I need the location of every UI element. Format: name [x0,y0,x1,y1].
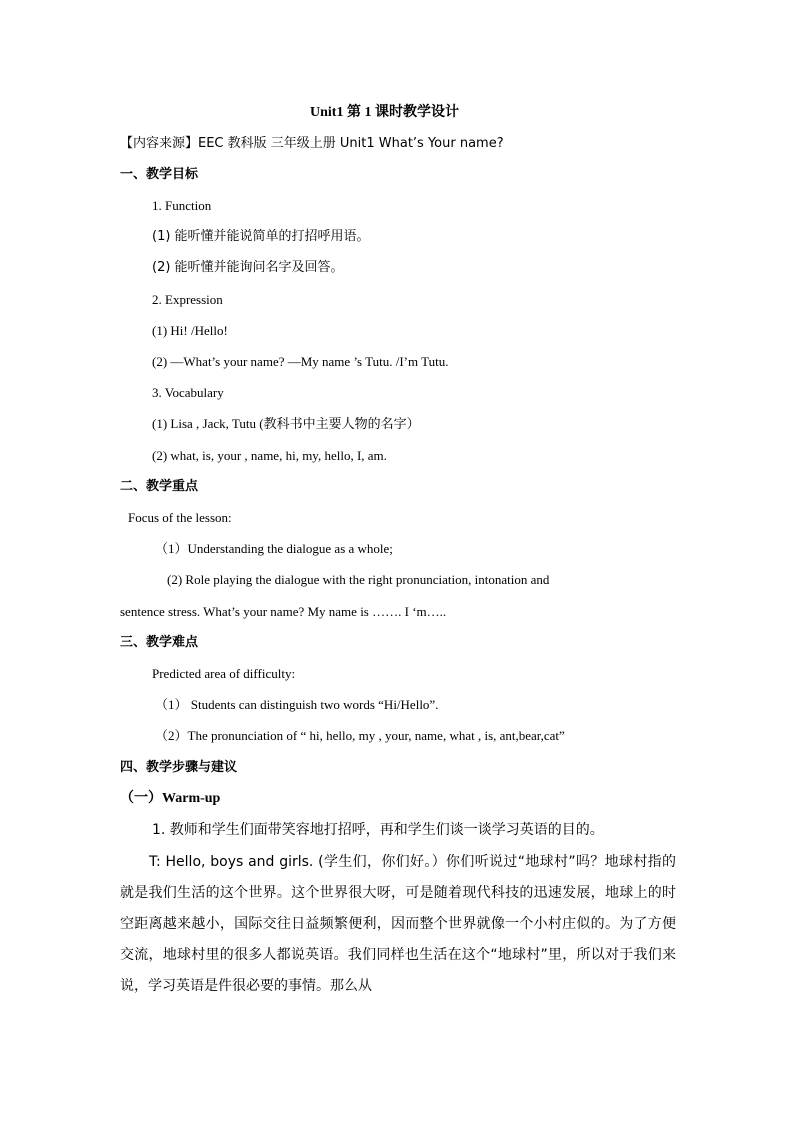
key-points-intro: Focus of the lesson: [128,510,232,525]
content-source: 【内容来源】EEC 教科版 三年级上册 Unit1 What’s Your name? [120,136,504,151]
expression-label: 2. Expression [152,292,223,307]
difficulty-1: （1） Students can distinguish two words “Hi/Hello”. [155,697,439,712]
page-title: Unit1 第 1 课时教学设计 [310,105,459,120]
function-item-1: (1) 能听懂并能说简单的打招呼用语。 [152,229,370,244]
warmup-step-1: 1. 教师和学生们面带笑容地打招呼，再和学生们谈一谈学习英语的目的。 [152,822,604,838]
warmup-subheading: （一）Warm-up [120,791,221,806]
key-point-2-line-1: (2) Role playing the dialogue with the right pronunciation, intonation and [167,572,550,587]
steps-heading: 四、教学步骤与建议 [120,760,238,775]
vocabulary-label: 3. Vocabulary [152,385,224,400]
vocabulary-item-2: (2) what, is, your , name, hi, my, hello, I, am. [152,448,387,463]
difficulties-intro: Predicted area of difficulty: [152,666,296,681]
vocabulary-item-1: (1) Lisa , Jack, Tutu (教科书中主要人物的名字） [152,416,420,431]
key-point-2-line-2: sentence stress. What’s your name? My name is ……. I ‘m….. [120,604,447,619]
warmup-paragraph: T: Hello, boys and girls. (学生们，你们好。）你们听说过“地球村”吗？地球村指的就是我们生活的这个世界。这个世界很大呀，可是随着现代科技的迅速发展，地球上的时空距离越来越小，国际交往日益频繁便利，因而整个世界就像一个小村庄似的。为了方便交流，地球村里的很多人都说英语。我们同样也生活在这个“地球村”里，所以对于我们来说，学习英语是件很必要的事情。那么从 [120,854,676,994]
key-point-1: （1）Understanding the dialogue as a whole; [155,541,393,556]
function-item-2: (2) 能听懂并能询问名字及回答。 [152,260,344,275]
difficulties-heading: 三、教学难点 [120,635,199,650]
key-points-heading: 二、教学重点 [120,479,199,494]
expression-item-2: (2) —What’s your name? —My name ’s Tutu. /I’m Tutu. [152,354,449,369]
objectives-heading: 一、教学目标 [120,167,199,182]
difficulty-2: （2）The pronunciation of “ hi, hello, my , your, name, what , is, ant,bear,cat” [155,728,565,743]
expression-item-1: (1) Hi! /Hello! [152,323,228,338]
function-label: 1. Function [152,198,212,213]
